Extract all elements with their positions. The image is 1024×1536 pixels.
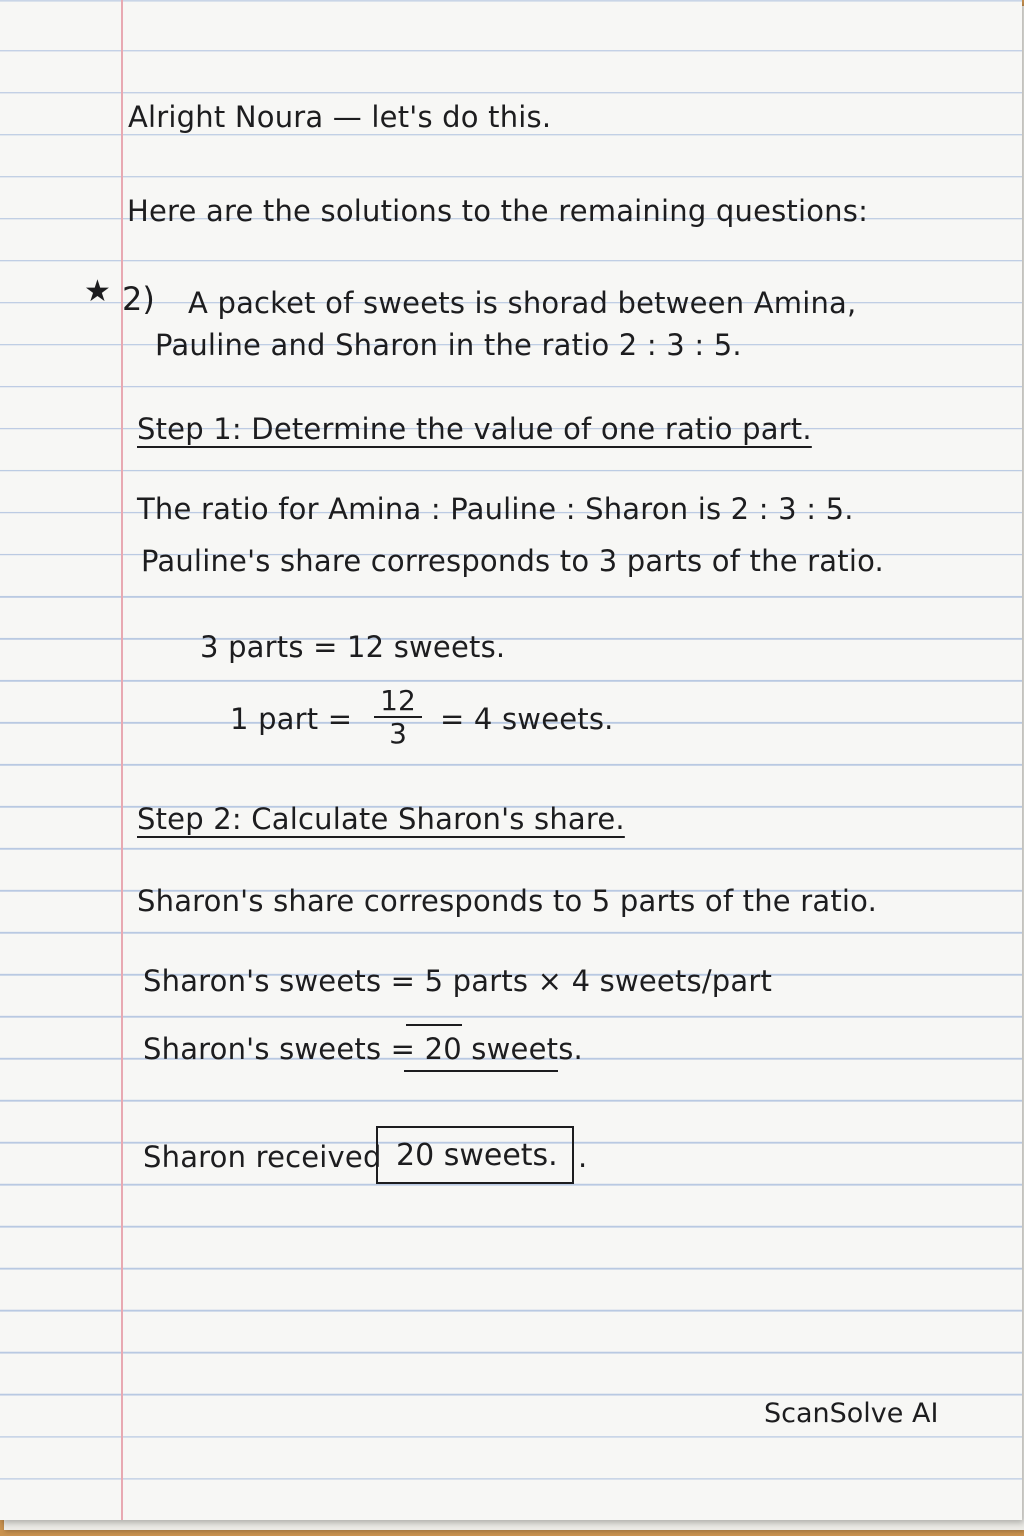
result-underline [404, 1070, 558, 1072]
answer-suffix: . [578, 1140, 588, 1174]
fraction [374, 686, 422, 750]
fraction-numerator: 12 [374, 686, 422, 718]
greeting: Alright Noura — let's do this. [128, 100, 552, 134]
step1-equation-1: 3 parts = 12 sweets. [200, 630, 506, 664]
fraction-denominator: 3 [389, 717, 407, 750]
step2-heading: Step 2: Calculate Sharon's share. [137, 802, 625, 836]
answer-prefix: Sharon received [143, 1140, 382, 1174]
step1-equation-2-right: = 4 sweets. [440, 702, 614, 736]
intro-line: Here are the solutions to the remaining questions: [127, 194, 869, 228]
step2-equation-1: Sharon's sweets = 5 parts × 4 sweets/part [143, 964, 773, 998]
step1-line-1: The ratio for Amina : Pauline : Sharon is 2 : 3 : 5. [137, 492, 854, 526]
step1-line-2: Pauline's share corresponds to 3 parts of the ratio. [141, 544, 884, 578]
question-number: 2) [122, 280, 155, 318]
step1-heading: Step 1: Determine the value of one ratio part. [137, 412, 812, 446]
answer-value: 20 sweets. [396, 1138, 558, 1173]
question-line-1: A packet of sweets is shorad between Amina, [188, 286, 857, 320]
step2-equation-2: Sharon's sweets = 20 sweets. [143, 1032, 583, 1066]
step2-line-1: Sharon's share corresponds to 5 parts of the ratio. [137, 884, 878, 918]
star-icon: ★ [84, 274, 111, 309]
answer-box [376, 1126, 574, 1184]
result-overline [406, 1024, 462, 1026]
signature: ScanSolve AI [764, 1398, 939, 1429]
margin-line [121, 0, 123, 1520]
step1-equation-2-left: 1 part = [230, 702, 353, 736]
question-line-2: Pauline and Sharon in the ratio 2 : 3 : 5. [155, 328, 742, 362]
